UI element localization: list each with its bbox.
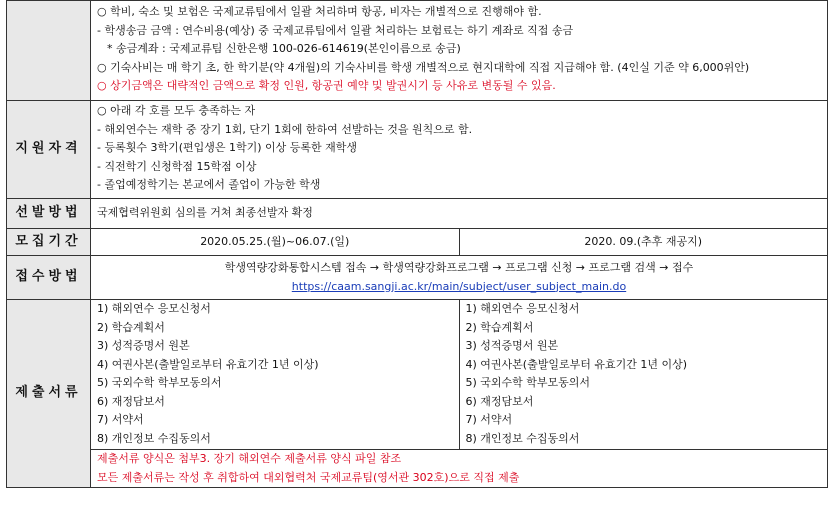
program-info-table [6, 0, 828, 488]
selection-row [7, 199, 828, 229]
document-item: 7) 서약서 [465, 413, 513, 426]
eligibility-row [7, 101, 828, 199]
fees-line: ○ 학비, 숙소 및 보험은 국제교류팀에서 일괄 처리하며 항공, 비자는 개별적으로 진행해야 함. [97, 5, 542, 18]
eligibility-content [91, 101, 828, 199]
document-item: 6) 재정담보서 [97, 394, 165, 408]
eligibility-line: - 졸업예정학기는 본교에서 졸업이 가능한 학생 [97, 178, 321, 191]
document-item: 8) 개인정보 수집동의서 [465, 431, 580, 445]
document-item: 8) 개인정보 수집동의서 [97, 431, 211, 445]
documents-note: 제출서류 양식은 첨부3. 장기 해외연수 제출서류 양식 파일 참조 [97, 452, 402, 465]
fees-row [7, 1, 828, 101]
document-item: 3) 성적증명서 원본 [97, 339, 190, 352]
eligibility-line: - 직전학기 신청학점 15학점 이상 [97, 159, 257, 173]
period-header: 모집기간 [7, 229, 91, 256]
documents-right-list [459, 300, 828, 450]
eligibility-header: 지원자격 [7, 101, 91, 199]
document-item: 1) 해외연수 응모신청서 [97, 302, 211, 315]
selection-content: 국제협력위원회 심의를 거쳐 최종선발자 확정 [91, 199, 828, 229]
documents-notes [91, 450, 828, 488]
fees-line: ○ 기숙사비는 매 학기 초, 한 학기분(약 4개월)의 기숙사비를 학생 개별적으로 현지대학에 직접 지급해야 함. (4인실 기준 약 6,000위안) [97, 60, 750, 74]
bank-account-line: * 송금계좌 : 국제교류팀 신한은행 100-026-614619(본인이름으로 송금) [107, 42, 461, 55]
documents-row [7, 300, 828, 450]
document-item: 3) 성적증명서 원본 [465, 339, 559, 352]
fees-warning-line: ○ 상기금액은 대략적인 금액으로 확정 인원, 항공권 예약 및 발권시기 등 사유로 변동될 수 있음. [97, 79, 556, 92]
document-item: 6) 재정담보서 [465, 394, 534, 408]
period-right: 2020. 09.(추후 재공지) [459, 229, 828, 256]
submission-row [7, 256, 828, 300]
documents-header: 제출서류 [7, 300, 91, 488]
documents-note: 모든 제출서류는 작성 후 취합하여 대외협력처 국제교류팀(영서관 302호)으로 직접 제출 [97, 470, 520, 484]
fees-content [91, 1, 828, 101]
period-left: 2020.05.25.(월)~06.07.(일) [91, 229, 460, 256]
fees-header-cell [7, 1, 91, 101]
selection-header: 선발방법 [7, 199, 91, 229]
document-item: 4) 여권사본(출발일로부터 유효기간 1년 이상) [465, 357, 687, 371]
fees-line: - 학생송금 금액 : 연수비용(예상) 중 국제교류팀에서 일괄 처리하는 보험료는 하기 계좌로 직접 송금 [97, 23, 574, 37]
eligibility-line: ○ 아래 각 호를 모두 충족하는 자 [97, 104, 256, 117]
submission-content [91, 256, 828, 300]
eligibility-line: - 해외연수는 재학 중 장기 1회, 단기 1회에 한하여 선발하는 것을 원칙으로 함. [97, 122, 473, 136]
eligibility-line: - 등록횟수 3학기(편입생은 1학기) 이상 등록한 재학생 [97, 141, 358, 154]
period-row [7, 229, 828, 256]
document-item: 2) 학습계획서 [465, 320, 534, 334]
submission-header: 접수방법 [7, 256, 91, 300]
submission-steps: 학생역량강화통합시스템 접속 → 학생역량강화프로그램 → 프로그램 신청 → 프로그램 검색 → 접수 [224, 261, 694, 274]
document-item: 5) 국외수학 학부모동의서 [465, 376, 591, 389]
documents-left-list [91, 300, 460, 450]
document-item: 2) 학습계획서 [97, 320, 165, 334]
document-item: 4) 여권사본(출발일로부터 유효기간 1년 이상) [97, 357, 319, 371]
document-item: 1) 해외연수 응모신청서 [465, 302, 580, 315]
document-item: 5) 국외수학 학부모동의서 [97, 376, 222, 389]
submission-link[interactable]: https://caam.sangji.ac.kr/main/subject/user_subject_main.do [291, 279, 627, 293]
documents-notes-row [7, 450, 828, 488]
document-item: 7) 서약서 [97, 413, 144, 426]
